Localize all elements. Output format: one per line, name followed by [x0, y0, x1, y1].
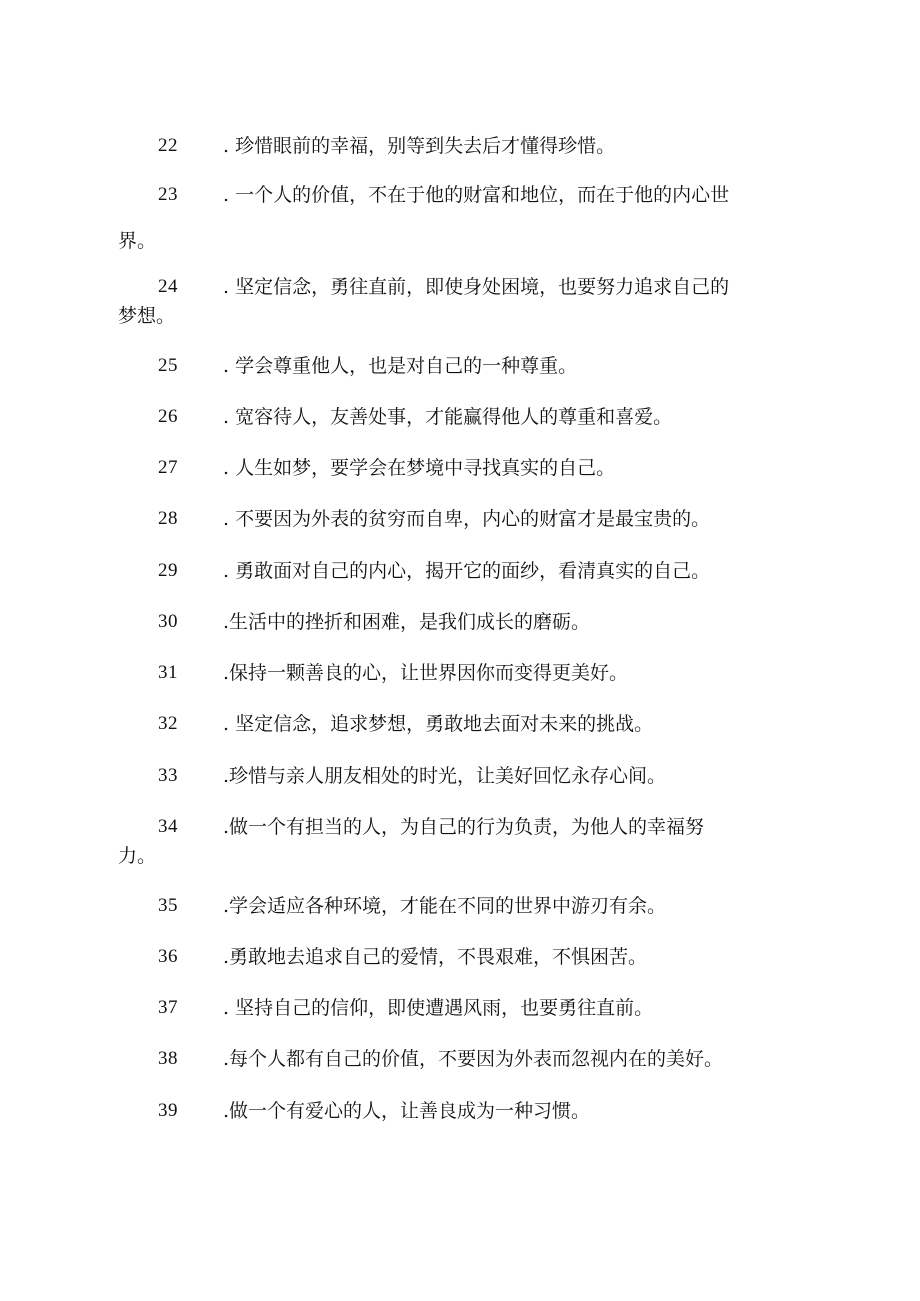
item-number: 34	[158, 816, 178, 837]
item-number: 33	[158, 765, 178, 786]
item-number: 39	[158, 1100, 178, 1121]
item-text-continuation: 界。	[118, 230, 157, 252]
item-number: 24	[158, 276, 178, 297]
item-number: 31	[158, 662, 178, 683]
item-text: . 一个人的价值，不在于他的财富和地位，而在于他的内心世	[223, 184, 730, 206]
item-text: .勇敢地去追求自己的爱情，不畏艰难，不惧困苦。	[223, 946, 648, 968]
item-text: . 珍惜眼前的幸福，别等到失去后才懂得珍惜。	[223, 135, 616, 157]
item-text: . 坚持自己的信仰，即使遭遇风雨，也要勇往直前。	[223, 997, 654, 1019]
item-number: 28	[158, 508, 178, 529]
item-number: 30	[158, 611, 178, 632]
item-text-continuation: 力。	[118, 845, 157, 867]
item-number: 23	[158, 184, 178, 205]
item-text: . 坚定信念，勇往直前，即使身处困境，也要努力追求自己的	[223, 276, 730, 298]
item-text: .学会适应各种环境，才能在不同的世界中游刃有余。	[223, 895, 667, 917]
item-text: . 不要因为外表的贫穷而自卑，内心的财富才是最宝贵的。	[223, 508, 711, 530]
item-number: 32	[158, 713, 178, 734]
item-text: .每个人都有自己的价值，不要因为外表而忽视内在的美好。	[223, 1048, 724, 1070]
item-text: .生活中的挫折和困难，是我们成长的磨砺。	[223, 611, 591, 633]
item-text: . 坚定信念，追求梦想，勇敢地去面对未来的挑战。	[223, 713, 654, 735]
item-text-continuation: 梦想。	[118, 305, 176, 327]
item-number: 29	[158, 560, 178, 581]
item-number: 27	[158, 457, 178, 478]
item-number: 35	[158, 895, 178, 916]
item-text: .做一个有爱心的人，让善良成为一种习惯。	[223, 1100, 591, 1122]
item-text: .保持一颗善良的心，让世界因你而变得更美好。	[223, 662, 629, 684]
item-number: 37	[158, 997, 178, 1018]
item-number: 26	[158, 406, 178, 427]
item-text: . 人生如梦，要学会在梦境中寻找真实的自己。	[223, 457, 616, 479]
item-text: . 勇敢面对自己的内心，揭开它的面纱，看清真实的自己。	[223, 560, 711, 582]
item-text: .做一个有担当的人，为自己的行为负责，为他人的幸福努	[223, 816, 705, 838]
item-number: 22	[158, 135, 178, 156]
item-text: . 宽容待人，友善处事，才能赢得他人的尊重和喜爱。	[223, 406, 673, 428]
item-number: 36	[158, 946, 178, 967]
item-text: . 学会尊重他人，也是对自己的一种尊重。	[223, 355, 578, 377]
item-text: .珍惜与亲人朋友相处的时光，让美好回忆永存心间。	[223, 765, 667, 787]
item-number: 25	[158, 355, 178, 376]
item-number: 38	[158, 1048, 178, 1069]
